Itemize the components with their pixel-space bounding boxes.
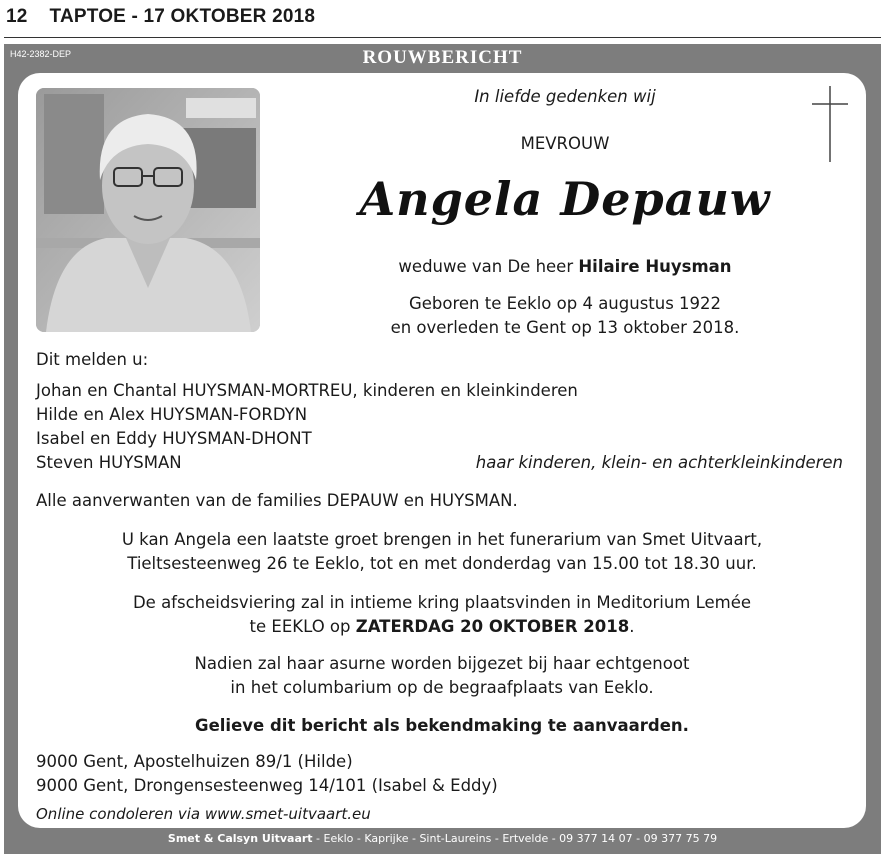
family-line: Isabel en Eddy HUYSMAN-DHONT bbox=[36, 429, 312, 448]
burial-line: in het columbarium op de begraafplaats van Eeklo. bbox=[230, 678, 654, 697]
request-line: Gelieve dit bericht als bekendmaking te aanvaarden. bbox=[195, 716, 689, 735]
newspaper-title: TAPTOE - 17 OKTOBER 2018 bbox=[49, 6, 316, 27]
died-line: en overleden te Gent op 13 oktober 2018. bbox=[390, 318, 740, 337]
family-line: Johan en Chantal HUYSMAN-MORTREU, kinderen en kleinkinderen bbox=[36, 381, 578, 400]
page-header bbox=[6, 6, 315, 28]
notice-code: H42-2382-DEP bbox=[10, 49, 72, 59]
visit-line: U kan Angela een laatste groet brengen in het funerarium van Smet Uitvaart, bbox=[121, 530, 763, 549]
visit-line: Tieltsesteenweg 26 te Eeklo, tot en met donderdag van 15.00 tot 18.30 uur. bbox=[127, 554, 757, 573]
ceremony-date: ZATERDAG 20 OKTOBER 2018 bbox=[355, 617, 630, 636]
family-line: Hilde en Alex HUYSMAN-FORDYN bbox=[36, 405, 308, 424]
header-rule bbox=[4, 37, 881, 38]
widow-prefix: weduwe van De heer bbox=[398, 257, 579, 276]
online-condolence-link[interactable]: Online condoleren via www.smet-uitvaart.eu bbox=[36, 805, 371, 823]
family-line: Steven HUYSMAN bbox=[36, 453, 182, 472]
ceremony-date-line bbox=[18, 617, 866, 636]
salutation: MEVROUW bbox=[520, 134, 610, 153]
address-line: 9000 Gent, Drongensesteenweg 14/101 (Isabel & Eddy) bbox=[36, 776, 498, 795]
burial-line: Nadien zal haar asurne worden bijgezet bij haar echtgenoot bbox=[194, 654, 690, 673]
footer-details: - Eeklo - Kaprijke - Sint-Laureins - Ertvelde - 09 377 14 07 - 09 377 75 79 bbox=[312, 832, 718, 845]
family-note: haar kinderen, klein- en achterkleinkinderen bbox=[475, 453, 843, 472]
ceremony-line: De afscheidsviering zal in intieme kring plaatsvinden in Meditorium Lemée bbox=[132, 593, 752, 612]
notice-banner: ROUWBERICHT bbox=[362, 47, 523, 68]
page-number: 12 bbox=[6, 6, 28, 27]
born-line: Geboren te Eeklo op 4 augustus 1922 bbox=[408, 294, 722, 313]
funeral-home-footer bbox=[0, 832, 885, 845]
portrait-photo bbox=[36, 88, 260, 332]
footer-company: Smet & Calsyn Uitvaart bbox=[167, 832, 313, 845]
announce-line: Dit melden u: bbox=[36, 350, 149, 369]
intro-line: In liefde gedenken wij bbox=[474, 87, 656, 106]
ceremony-suffix: . bbox=[629, 617, 635, 636]
ceremony-prefix: te EEKLO op bbox=[249, 617, 356, 636]
widow-name: Hilaire Huysman bbox=[578, 257, 732, 276]
relatives-line: Alle aanverwanten van de families DEPAUW en HUYSMAN. bbox=[36, 491, 518, 510]
address-line: 9000 Gent, Apostelhuizen 89/1 (Hilde) bbox=[36, 752, 353, 771]
widow-line bbox=[300, 257, 830, 276]
deceased-name: Angela Depauw bbox=[359, 172, 771, 226]
